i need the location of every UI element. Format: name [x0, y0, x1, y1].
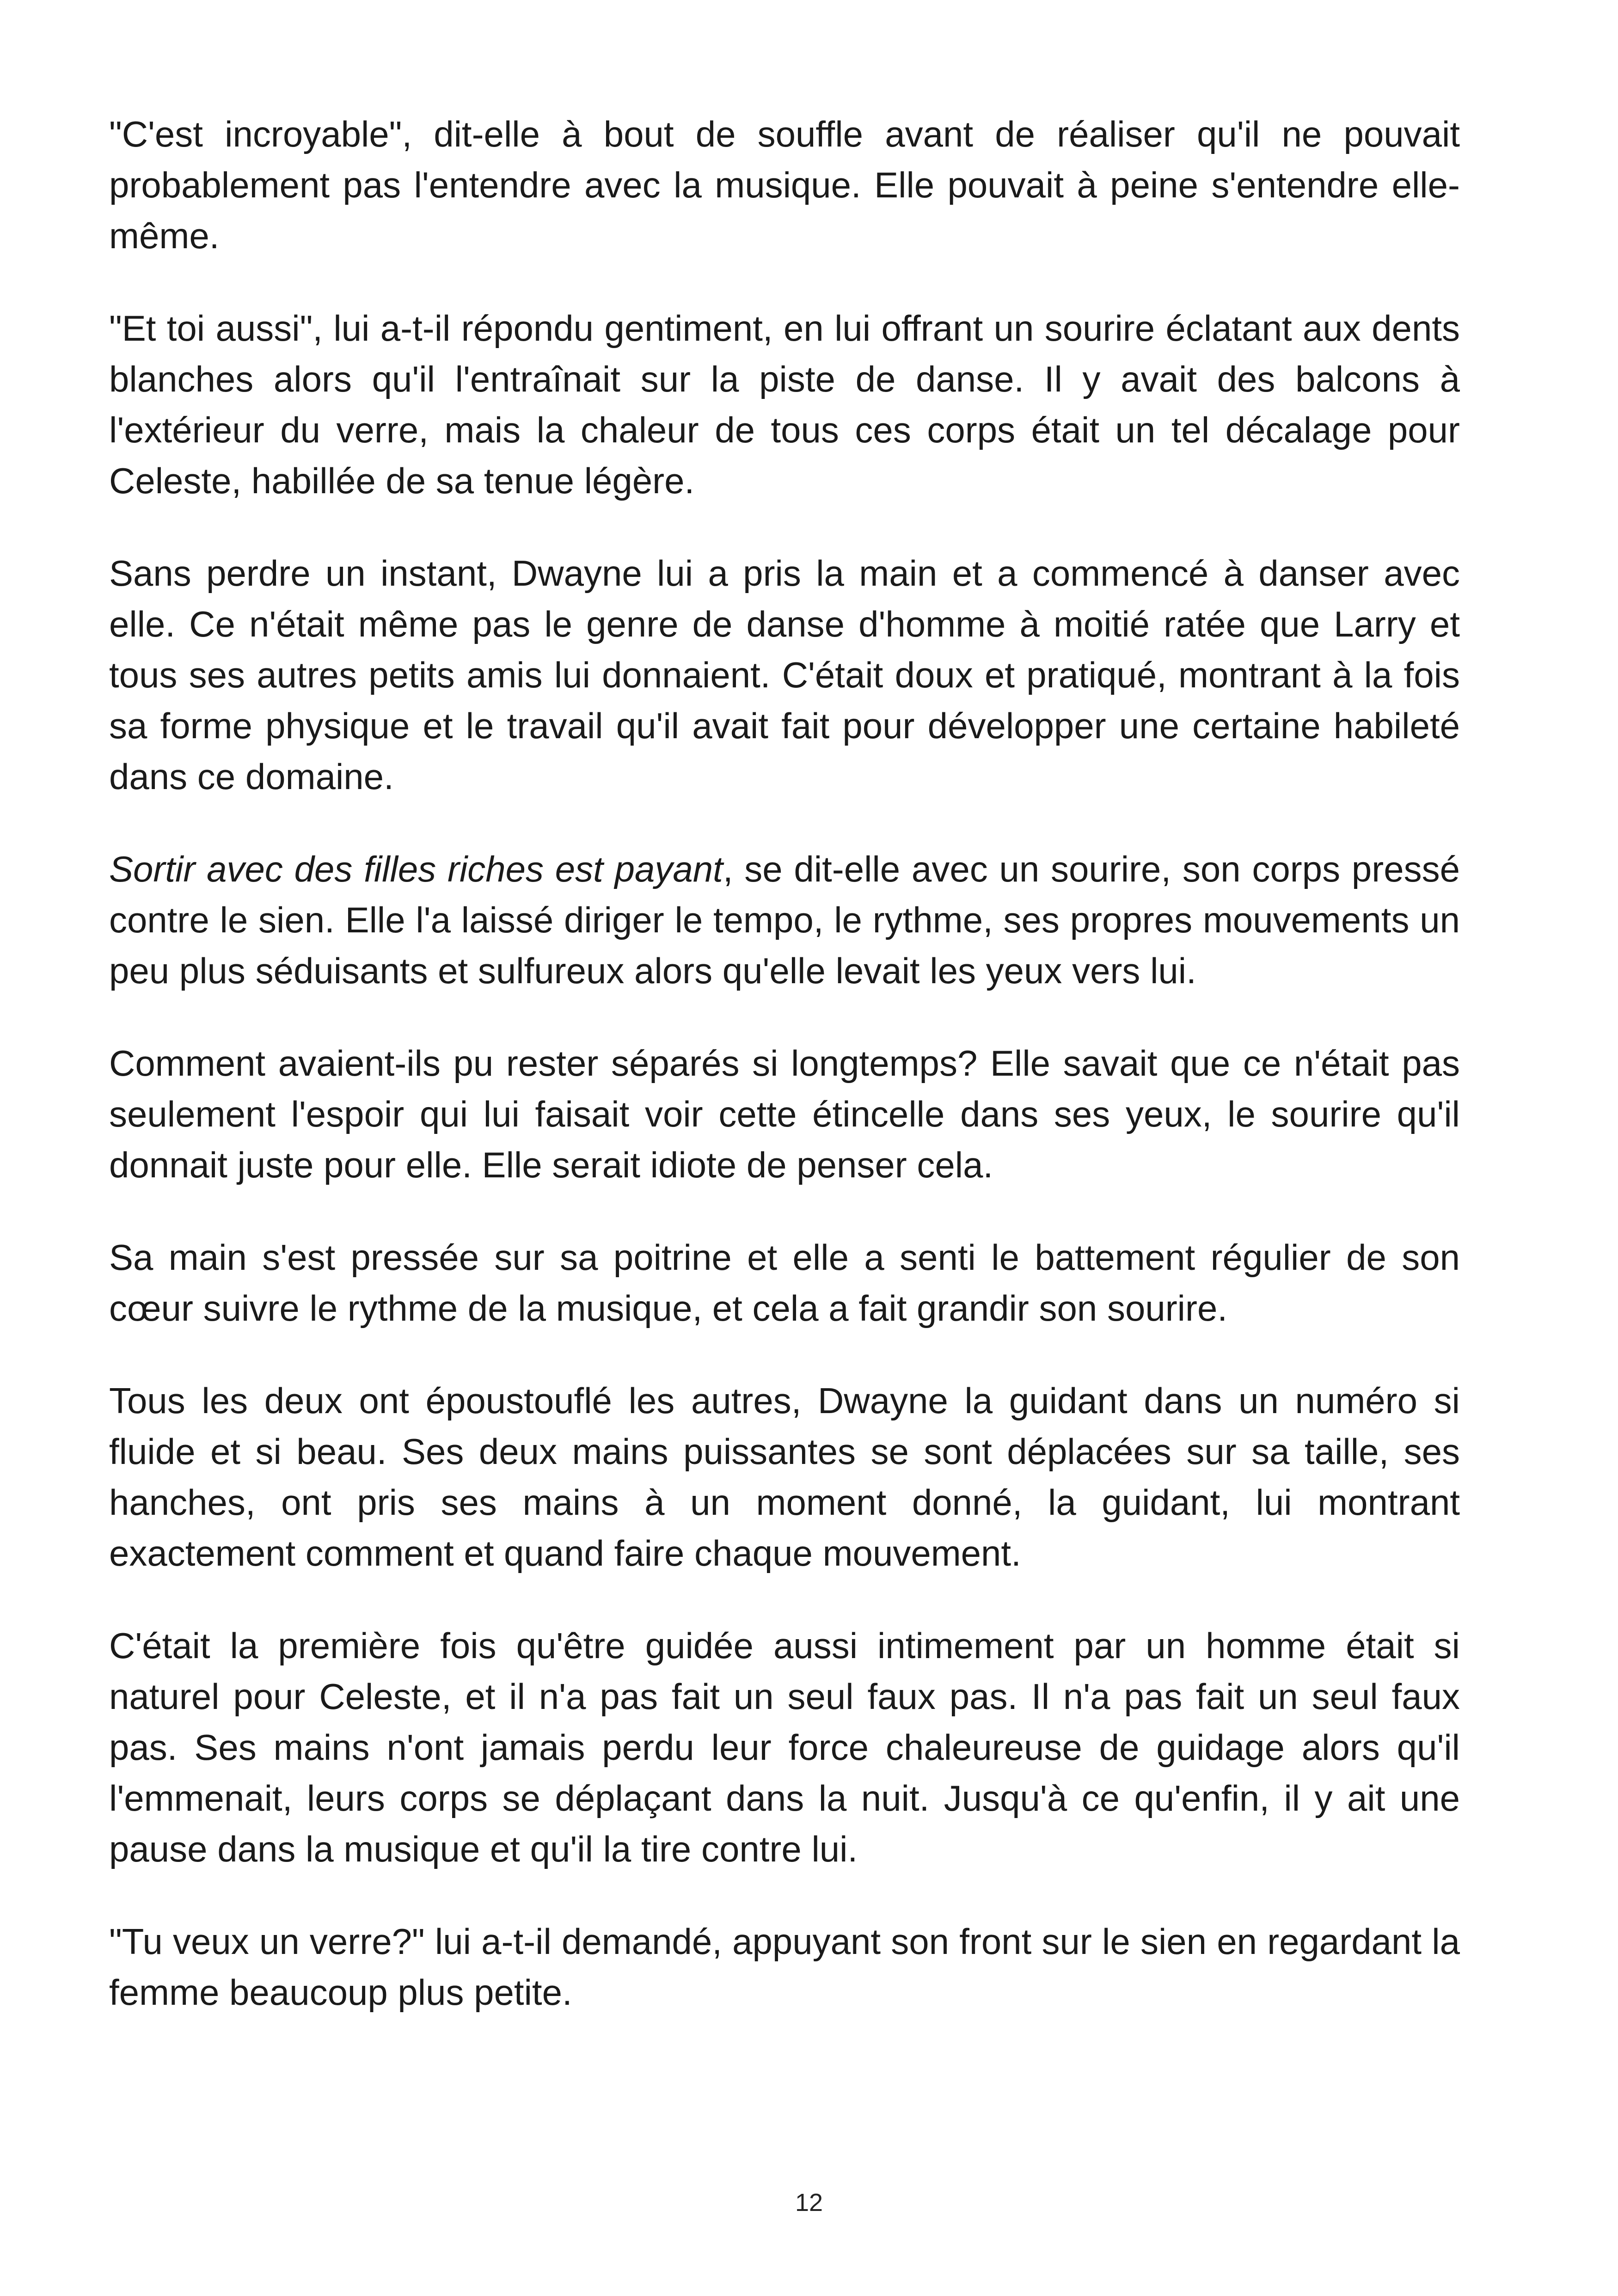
paragraph-3: Sans perdre un instant, Dwayne lui a pris la main et a commencé à danser avec elle. Ce n'était même pas le genre de danse d'homme à moitié ratée que Larry et tous ses autres petits amis lui donnaient. C'était doux et pratiqué, montrant à la fois sa forme physique et le travail qu'il avait fait pour développer une certaine habileté dans ce domaine. — [109, 553, 1460, 797]
paragraph-7: Tous les deux ont époustouflé les autres, Dwayne la guidant dans un numéro si fluide et si beau. Ses deux mains puissantes se sont déplacées sur sa taille, ses hanches, ont pris ses mains à un moment donné, la guidant, lui montrant exactement comment et quand faire chaque mouvement. — [109, 1380, 1460, 1574]
paragraph-1: "C'est incroyable", dit-elle à bout de souffle avant de réaliser qu'il ne pouvait probablement pas l'entendre avec la musique. Elle pouvait à peine s'entendre elle-même. — [109, 114, 1460, 256]
paragraph-9: "Tu veux un verre?" lui a-t-il demandé, appuyant son front sur le sien en regardant la femme beaucoup plus petite. — [109, 1921, 1460, 2013]
paragraph-6: Sa main s'est pressée sur sa poitrine et elle a senti le battement régulier de son cœur suivre le rythme de la musique, et cela a fait grandir son sourire. — [109, 1237, 1460, 1329]
body-text — [109, 109, 1460, 2059]
paragraph-8: C'était la première fois qu'être guidée aussi intimement par un homme était si naturel pour Celeste, et il n'a pas fait un seul faux pas. Il n'a pas fait un seul faux pas. Ses mains n'ont jamais perdu leur force chaleureuse de guidage alors qu'il l'emmenait, leurs corps se déplaçant dans la nuit. Jusqu'à ce qu'enfin, il y ait une pause dans la musique et qu'il la tire contre lui. — [109, 1625, 1460, 1869]
italic-phrase: Sortir avec des filles riches est payant — [109, 849, 723, 889]
paragraph-4: Sortir avec des filles riches est payant, se dit-elle avec un sourire, son corps pressé contre le sien. Elle l'a laissé diriger le tempo, le rythme, ses propres mouvements un peu plus séduisants et sulfureux alors qu'elle levait les yeux vers lui. — [109, 849, 1460, 991]
paragraph-2: "Et toi aussi", lui a-t-il répondu gentiment, en lui offrant un sourire éclatant aux dents blanches alors qu'il l'entraînait sur la piste de danse. Il y avait des balcons à l'extérieur du verre, mais la chaleur de tous ces corps était un tel décalage pour Celeste, habillée de sa tenue légère. — [109, 308, 1460, 501]
paragraph-5: Comment avaient-ils pu rester séparés si longtemps? Elle savait que ce n'était pas seulement l'espoir qui lui faisait voir cette étincelle dans ses yeux, le sourire qu'il donnait juste pour elle. Elle serait idiote de penser cela. — [109, 1043, 1460, 1185]
page-number: 12 — [795, 2189, 823, 2216]
